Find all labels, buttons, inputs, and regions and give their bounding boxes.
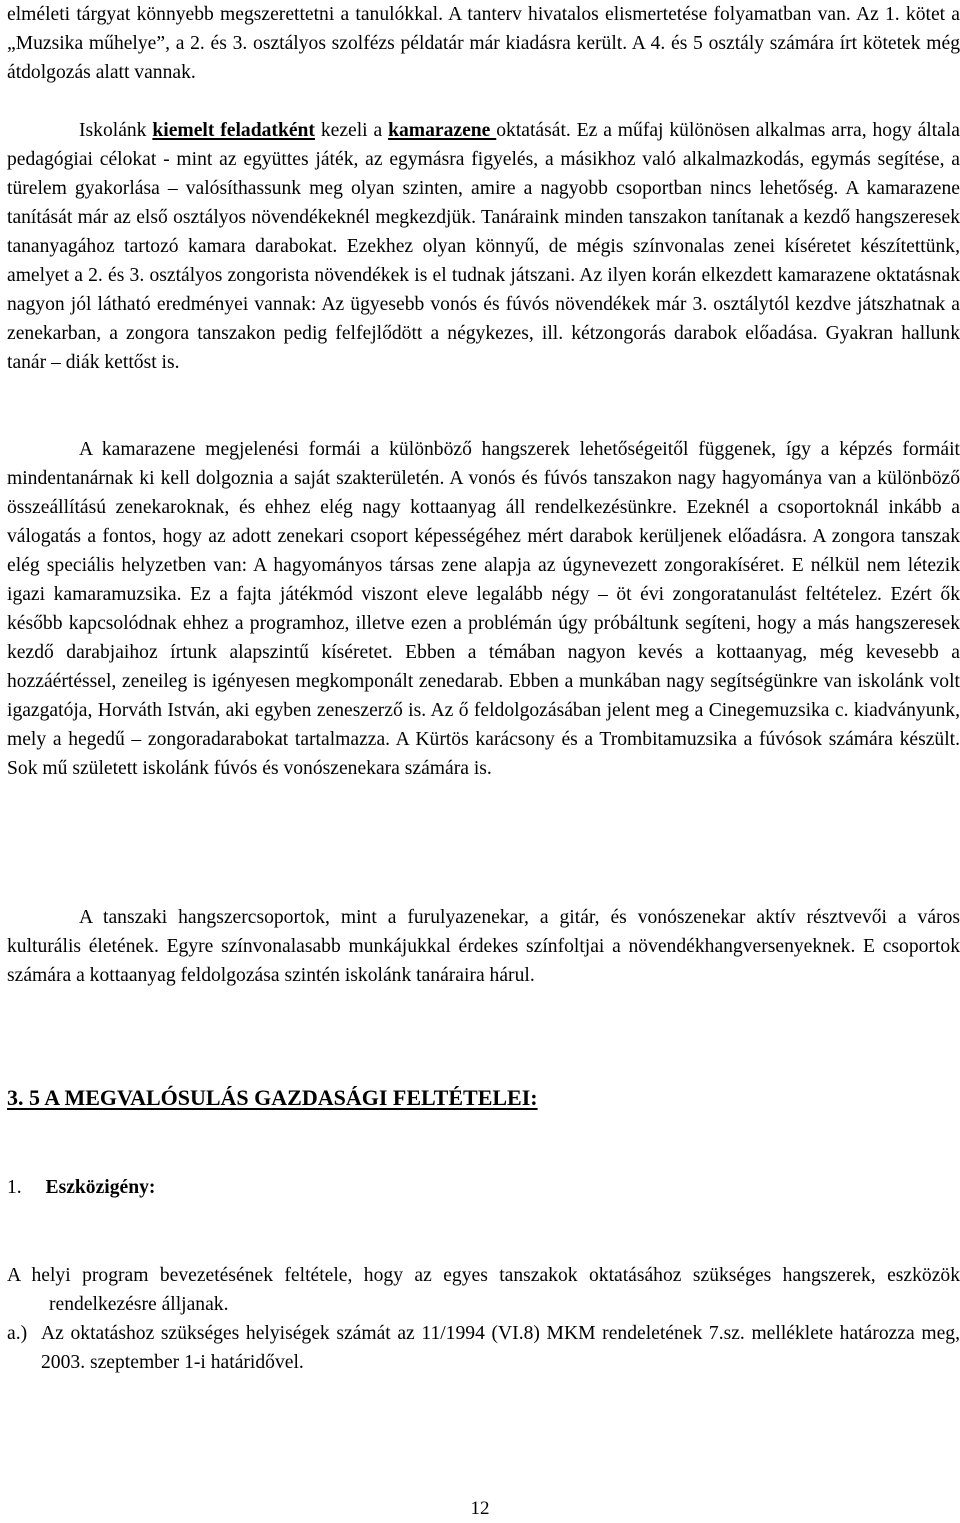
subsection-number: 1.: [7, 1177, 22, 1198]
local-program-text: A helyi program bevezetésének feltétele, hogy az egyes tanszakok oktatásához szükséges hangszerek, eszközök rendelkezésre álljanak.: [7, 1265, 960, 1315]
forms-paragraph: [7, 435, 960, 783]
intro-paragraph: [7, 0, 960, 87]
chamber-text-part: Iskolánk: [79, 120, 153, 141]
subsection-title: Eszközigény:: [45, 1177, 156, 1198]
local-program-paragraph: [7, 1261, 960, 1319]
forms-text: A kamarazene megjelenési formái a különböző hangszerek lehetőségeitől függenek, így a képzés formáit mindentanárnak ki kell dolgoznia a saját szakterületén. A vonós és fúvós tanszakon nagy hagyománya van a különböző összeállítású zenekaroknak, és ehhez elég nagy kottaanyag áll rendelkezésünkre. Ezeknél a csoportoknál inkább a válogatás a fontos, hogy az adott zenekari csoport képességéhez mért darabok kerüljenek előadásra. A zongora tanszak elég speciális helyzetben van: A hagyományos társas zene alapja az úgynevezett zongorakíséret. E nélkül nem létezik igazi kamaramuzsika. Ez a fajta játékmód viszont eleve legalább négy – öt évi zongoratanulást feltételez. Ezért ők később kapcsolódnak ehhez a programhoz, illetve ezen a problémán úgy próbáltunk segíteni, hogy a más hangszeresek kezdő darabjaihoz írtunk alapszintű kíséretet. Ebben a témában nagyon kevés a kottaanyag, még kevesebb a hozzáértéssel, zeneileg is igényesen megkomponált zenedarab. Ebben a munkában nagy segítségünkre van iskolánk volt igazgatója, Horváth István, aki egyben zeneszerző is. Az ő feldolgozásában jelent meg a Cinegemuzsika c. kiadványunk, mely a hegedű – zongoradarabokat tartalmazza. A Kürtös karácsony és a Trombitamuzsika a fúvósok számára készült. Sok mű született iskolánk fúvós és vonószenekara számára is.: [7, 439, 960, 779]
emphasis-priority: kiemelt feladatként: [152, 120, 315, 141]
list-item-label: a.): [7, 1323, 28, 1344]
chamber-text-part: oktatását. Ez a műfaj különösen alkalmas arra, hogy általa pedagógiai célokat - mint az együttes játék, az egymásra figyelés, a másikhoz való alkalmazkodás, egymás segítése, a türelem gyakorlása – valósíthassunk meg olyan szinten, amire a nagyobb csoportban nincs lehetőség. A kamarazene tanítását már az első osztályos növendékeknél megkezdjük. Tanáraink minden tanszakon tanítanak a kezdő hangszeresek tananyagához tartozó kamara darabokat. Ezekhez olyan könnyű, de mégis színvonalas zenei kíséretet készítettünk, amelyet a 2. és 3. osztályos zongorista növendékek is el tudnak játszani. Az ilyen korán elkezdett kamarazene oktatásnak nagyon jól látható eredményei vannak: Az ügyesebb vonós és fúvós növendékek már 3. osztálytól kezdve játszhatnak a zenekarban, a zongora tanszakon pedig felfejlődött a négykezes, ill. kétzongorás darabok előadása. Gyakran hallunk tanár – diák kettőst is.: [7, 120, 960, 373]
list-item-a: [7, 1319, 960, 1377]
chamber-music-text: [7, 116, 960, 377]
groups-text: A tanszaki hangszercsoportok, mint a furulyazenekar, a gitár, és vonószenekar aktív résztvevői a város kulturális életének. Egyre színvonalasabb munkájukkal érdekes színfoltjai a növendékhangversenyeknek. E csoportok számára a kottaanyag feldolgozása szintén iskolánk tanáraira hárul.: [7, 907, 960, 986]
emphasis-chamber-music: kamarazene: [388, 120, 497, 141]
subsection-heading: [7, 1173, 155, 1202]
groups-paragraph: [7, 903, 960, 990]
chamber-music-paragraph: [7, 116, 960, 377]
list-item-text: Az oktatáshoz szükséges helyiségek számát az 11/1994 (VI.8) MKM rendeletének 7.sz. melléklete határozza meg, 2003. szeptember 1-i határidővel.: [41, 1323, 960, 1373]
section-heading: 3. 5 A MEGVALÓSULÁS GAZDASÁGI FELTÉTELEI:: [7, 1085, 538, 1110]
chamber-text-part: kezeli a: [314, 120, 389, 141]
intro-text: elméleti tárgyat könnyebb megszerettetni a tanulókkal. A tanterv hivatalos elismertetése folyamatban van. Az 1. kötet a „Muzsika műhelye”, a 2. és 3. osztályos szolfézs példatár már kiadásra került. A 4. és 5 osztály számára írt kötetek még átdolgozás alatt vannak.: [7, 4, 960, 83]
page-number: 12: [470, 1498, 490, 1519]
